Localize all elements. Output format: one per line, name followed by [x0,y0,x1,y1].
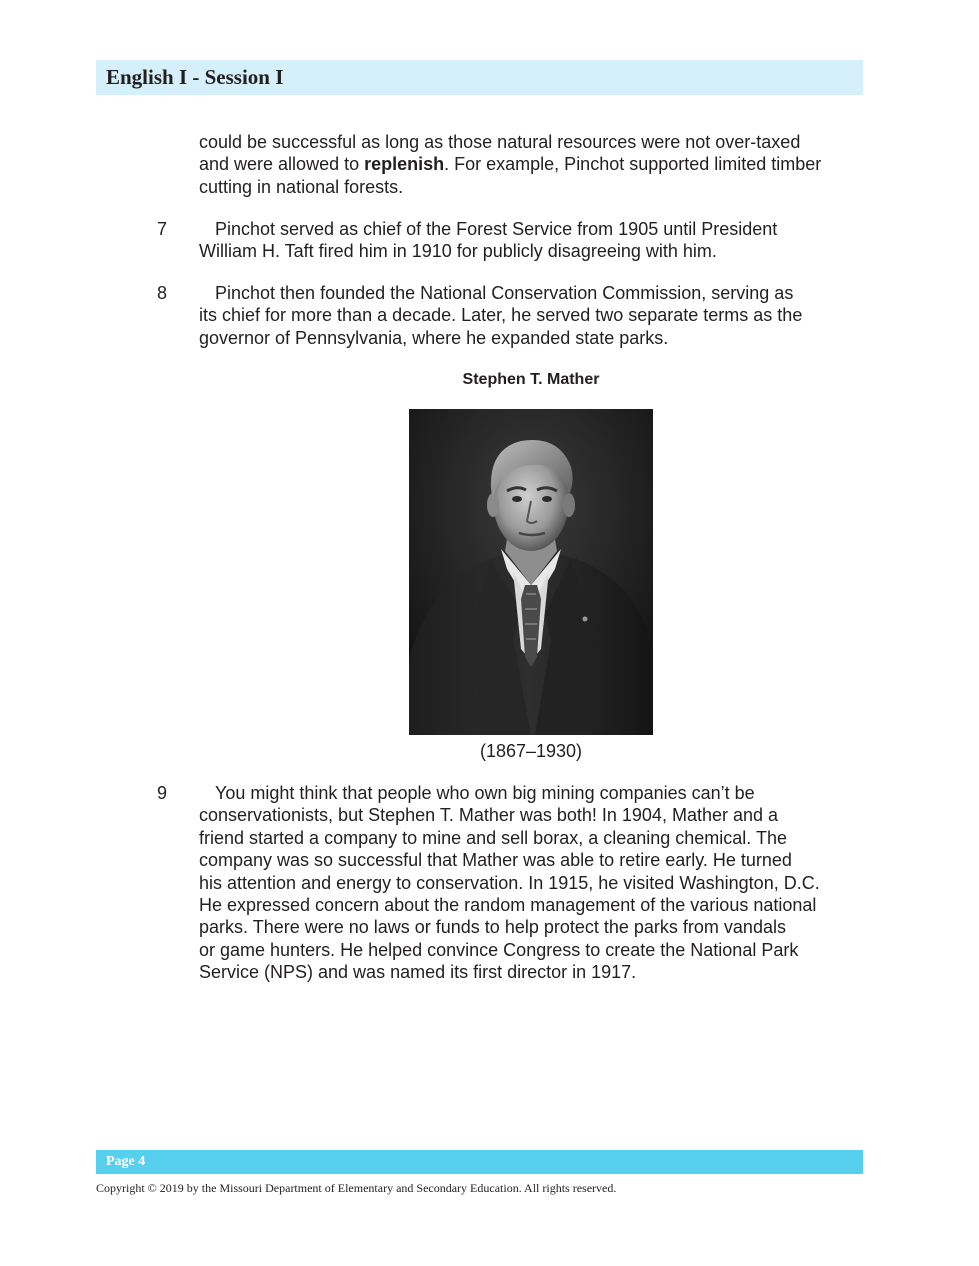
session-title: English I - Session I [106,65,284,89]
text-line-with-vocab: and were allowed to replenish. For example, Pinchot supported limited timber [199,154,822,175]
portrait-illustration [409,409,653,735]
copyright-notice: Copyright © 2019 by the Missouri Department of Elementary and Secondary Education. All rights reserved. [96,1181,617,1195]
figure-caption: (1867–1930) [479,741,583,761]
figure-title: Stephen T. Mather [462,371,600,388]
paragraph-8 [199,282,869,349]
text-line: cutting in national forests. [199,176,404,197]
text-line: Pinchot served as chief of the Forest Service from 1905 until President [215,219,778,239]
portrait-photo [409,409,653,735]
text-line: You might think that people who own big mining companies can’t be [215,783,755,803]
paragraph-7 [199,218,869,263]
vocab-word: replenish [364,154,445,175]
text-line: or game hunters. He helped convince Congress to create the National Park [199,939,799,960]
text-line: Pinchot then founded the National Conservation Commission, serving as [215,283,794,303]
page-number: Page 4 [106,1154,146,1169]
header-band [96,60,863,95]
text-line: company was so successful that Mather was able to retire early. He turned [199,850,792,871]
footer-band [96,1150,863,1174]
text-line: William H. Taft fired him in 1910 for publicly disagreeing with him. [199,241,717,262]
continued-paragraph [199,131,869,198]
paragraph-9 [199,782,869,984]
text-line: Service (NPS) and was named its first director in 1917. [199,962,637,983]
paragraph-number: 8 [157,283,168,303]
text-line: could be successful as long as those natural resources were not over-taxed [199,132,801,152]
text-line: conservationists, but Stephen T. Mather was both! In 1904, Mather and a [199,805,779,826]
text-line: its chief for more than a decade. Later, he served two separate terms as the [199,305,803,326]
text-line: friend started a company to mine and sell borax, a cleaning chemical. The [199,827,787,848]
text-line: parks. There were no laws or funds to help protect the parks from vandals [199,917,786,938]
text-line: his attention and energy to conservation. In 1915, he visited Washington, D.C. [199,872,820,893]
text-line: He expressed concern about the random management of the various national [199,895,817,916]
paragraph-number: 9 [157,783,168,803]
text-line: governor of Pennsylvania, where he expanded state parks. [199,327,669,348]
paragraph-number: 7 [157,219,168,239]
